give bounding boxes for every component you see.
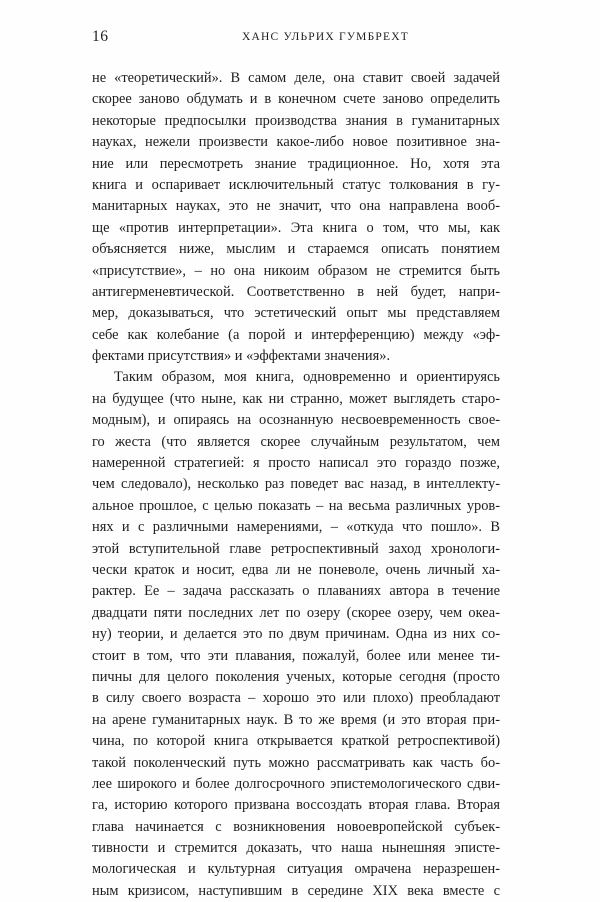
text-line: чина, по которой книга открывается краткой ретроспективой)	[92, 733, 500, 750]
text-line: намеренной стратегией: я просто написал это гораздо позже,	[92, 455, 500, 472]
running-head: ХАНС УЛЬРИХ ГУМБРЕХТ	[242, 31, 409, 43]
text-line: науках, нежели произвести какое-либо новое позитивное зна-	[92, 134, 500, 151]
text-line: го жеста (что является скорее случайным результатом, чем	[92, 433, 500, 450]
text-line: пичны для целого поколения ученых, которые сегодня (просто	[92, 668, 500, 685]
text-line: лее широкого и более долгосрочного эпистемологического сдви-	[92, 775, 500, 792]
text-line: на будущее (что ныне, как ни странно, может выглядеть старо-	[92, 390, 500, 407]
text-line: книга и оспаривает исключительный статус толкования в гу-	[92, 176, 500, 193]
text-line: двадцати пяти последних лет по озеру (скорее озеру, чем океа-	[92, 604, 500, 621]
paragraph-first-line: Таким образом, моя книга, одновременно и ориентируясь	[114, 369, 500, 386]
text-line: мер, доказываться, что эстетический опыт мы представляем	[92, 305, 500, 322]
text-line: чески краток и носит, едва ли не поневоле, очень личный ха-	[92, 561, 500, 578]
text-line: на арене гуманитарных наук. В то же время (и это вторая при-	[92, 711, 500, 728]
text-line: некоторые предпосылки производства знания в гуманитарных	[92, 112, 500, 129]
page-number: 16	[92, 28, 109, 45]
page-header	[92, 28, 500, 50]
paragraph-end-line: фектами присутствия» и «эффектами значения».	[92, 348, 391, 365]
text-line: «присутствие», – но она никоим образом не стремится быть	[92, 262, 500, 279]
text-line: тивности и стремится доказать, что наша нынешняя эписте-	[92, 840, 500, 857]
text-line: стоит в том, что эти плавания, пожалуй, более или менее ти-	[92, 647, 500, 664]
text-line: скорее заново обдумать и в конечном счете заново определить	[92, 91, 500, 108]
text-line: в силу своего возраста – хорошо это или плохо) преобладают	[92, 690, 500, 707]
text-line: нях и с различными намерениями, – «откуда что пошло». В	[92, 519, 500, 536]
text-line: такой поколенческий путь можно рассматривать как часть бо-	[92, 754, 500, 771]
text-line: альное прошлое, с целью показать – на весьма различных уров-	[92, 497, 500, 514]
text-line: объясняется ниже, мыслим и стараемся описать понятием	[92, 241, 500, 258]
text-line: себе как колебание (а порой и интерференцию) между «эф-	[92, 326, 500, 343]
text-line: глава начинается с возникновения новоевропейской субъек-	[92, 818, 500, 835]
text-line: рактер. Ее – задача рассказать о плаваниях автора в течение	[92, 583, 500, 600]
text-line: ще «против интерпретации». Эта книга о том, что мы, как	[92, 219, 500, 236]
text-line: чем следовало), несколько раз поведет вас назад, в интеллекту-	[92, 476, 500, 493]
text-line: ным кризисом, наступившим в середине XIX века вместе с	[92, 882, 500, 899]
text-line: антигерменевтической. Соответственно в ней будет, напри-	[92, 283, 500, 300]
text-line: ну) теории, и делается это по двум причинам. Одна из них со-	[92, 626, 500, 643]
text-line: этой вступительной главе ретроспективный заход хронологи-	[92, 540, 500, 557]
text-line: манитарных науках, это не значит, что она направлена вооб-	[92, 198, 500, 215]
text-line: не «теоретический». В самом деле, она ставит своей задачей	[92, 70, 500, 86]
text-line: га, историю которого призвана воссоздать вторая глава. Вторая	[92, 797, 500, 814]
body-text	[92, 68, 500, 902]
text-line: мологическая и культурная ситуация омрачена неразрешен-	[92, 861, 500, 878]
text-line: ние или пересмотреть знание традиционное. Но, хотя эта	[92, 155, 500, 172]
text-line: модным), и опираясь на осознанную несвоевременность свое-	[92, 412, 500, 429]
